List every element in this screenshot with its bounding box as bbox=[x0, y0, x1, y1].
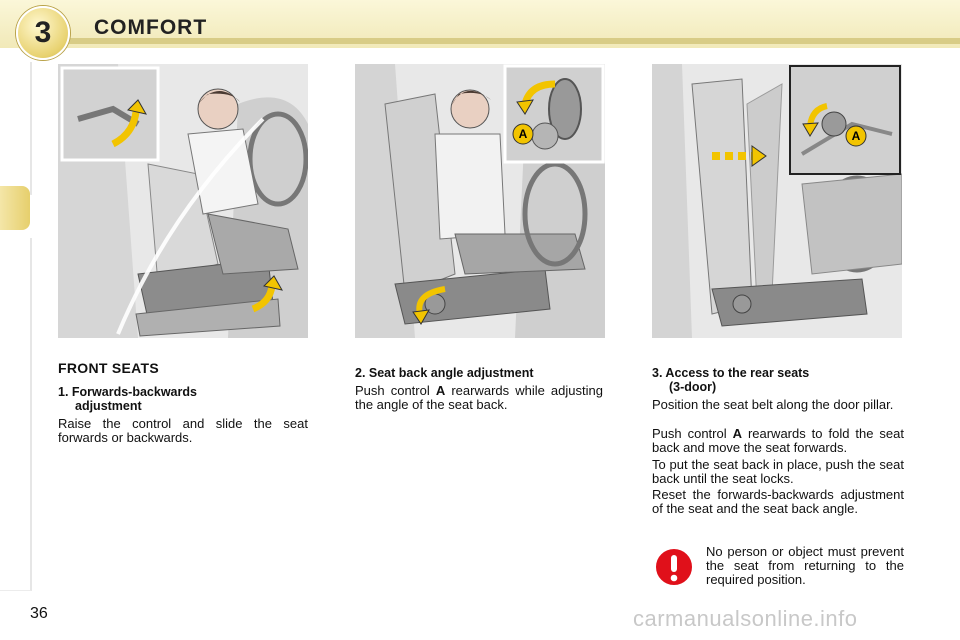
warning-text: No person or object must prevent the seat from returning to the required position. bbox=[706, 544, 904, 587]
illustration-rear-access bbox=[652, 64, 902, 338]
chapter-tab[interactable] bbox=[0, 502, 32, 547]
chapter-tab[interactable] bbox=[0, 458, 32, 503]
chapter-tab[interactable] bbox=[0, 414, 32, 459]
control-a-ref: A bbox=[435, 383, 446, 398]
page-number: 36 bbox=[30, 605, 48, 622]
chapter-tab[interactable] bbox=[0, 370, 32, 415]
chapter-tab[interactable] bbox=[0, 238, 32, 283]
illustration-forwards-backwards bbox=[58, 64, 308, 338]
paragraph-fold-seat bbox=[652, 427, 904, 455]
paragraph-forwards-backwards: Raise the control and slide the seat forwards or backwards. bbox=[58, 416, 308, 445]
section-title-front-seats: FRONT SEATS bbox=[58, 360, 160, 376]
text-run: rearwards to fold the seat back and move the seat forwards. bbox=[652, 426, 904, 455]
warning-icon bbox=[654, 547, 694, 587]
paragraph-seat-belt: Position the seat belt along the door pillar. bbox=[652, 397, 894, 412]
chapter-tab[interactable] bbox=[0, 62, 32, 107]
item-title-line: 1. Forwards-backwards bbox=[58, 385, 197, 399]
chapter-tab-active[interactable] bbox=[0, 186, 30, 230]
control-a-ref: A bbox=[732, 426, 742, 441]
item-title-forwards-backwards bbox=[58, 385, 308, 413]
chapter-badge bbox=[16, 6, 70, 60]
control-a-label: A bbox=[851, 129, 861, 143]
chapter-number: 3 bbox=[34, 16, 52, 49]
watermark: carmanualsonline.info bbox=[633, 606, 858, 631]
chapter-tab[interactable] bbox=[0, 546, 32, 591]
item-title-line: (3-door) bbox=[669, 380, 717, 394]
text-run: rearwards while adjusting the angle of the seat back. bbox=[355, 383, 603, 412]
item-title-rear-access bbox=[652, 366, 902, 394]
chapter-tab[interactable] bbox=[0, 106, 32, 151]
paragraph-seat-back-angle bbox=[355, 384, 603, 412]
illustration-seat-back-angle bbox=[355, 64, 605, 338]
paragraph-reset: Reset the forwards-backwards adjustment of the seat and the seat back angle. bbox=[652, 487, 904, 516]
page-title: COMFORT bbox=[94, 16, 208, 39]
item-title-line: 3. Access to the rear seats bbox=[652, 366, 810, 380]
text-run: Push control bbox=[652, 426, 727, 441]
control-a-label: A bbox=[518, 127, 528, 141]
item-title-seat-back-angle: 2. Seat back angle adjustment bbox=[355, 366, 534, 380]
paragraph-seat-lock: To put the seat back in place, push the seat back until the seat locks. bbox=[652, 457, 904, 486]
chapter-tab[interactable] bbox=[0, 282, 32, 327]
chapter-tabs bbox=[0, 62, 34, 582]
text-run: Push control bbox=[355, 383, 430, 398]
chapter-tab[interactable] bbox=[0, 326, 32, 371]
item-title-line: adjustment bbox=[75, 399, 142, 413]
